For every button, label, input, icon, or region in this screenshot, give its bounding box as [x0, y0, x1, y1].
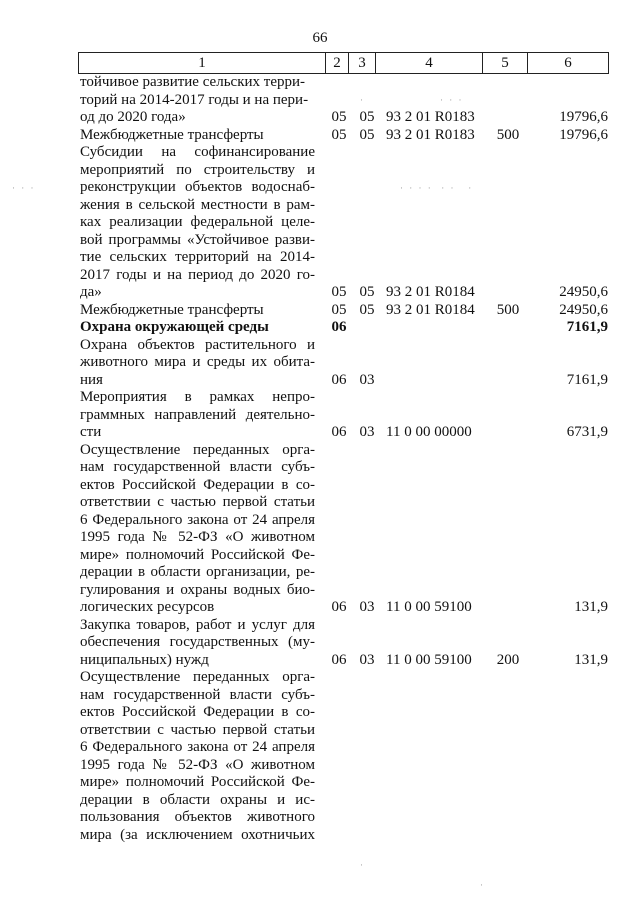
row-name: [80, 144, 315, 302]
row-name-line: мира (за исключением охотничьих: [80, 826, 315, 843]
row-name-line: пользования объектов животного: [80, 809, 315, 825]
row-name-line: 2017 годы и на период до 2020 го-: [80, 266, 315, 283]
header-col-6: 6: [528, 53, 609, 74]
cell-c5: 500: [496, 126, 520, 143]
cell-c6: 24950,6: [559, 284, 608, 300]
cell-c6: 131,9: [574, 651, 608, 668]
table-header: [78, 52, 609, 74]
row-name: [80, 302, 315, 320]
cell-c3: 05: [359, 126, 375, 143]
row-name-line: Осуществление переданных орга-: [80, 441, 315, 458]
row-name-line: од до 2020 года»: [80, 109, 186, 125]
row-name-line: Охрана окружающей среды: [80, 319, 269, 335]
row-name: [80, 74, 315, 127]
row-name-line: Межбюджетные трансферты: [80, 301, 264, 318]
row-name-line: граммных направлений деятельно-: [80, 406, 315, 423]
row-name-line: мероприятий по строительству и: [80, 161, 315, 178]
row-name-line: мире» полномочий Российской Фе-: [80, 546, 315, 563]
cell-c2: 06: [331, 319, 347, 335]
row-name-line: Мероприятия в рамках непро-: [80, 389, 315, 405]
row-name: [80, 127, 315, 145]
row-name-line: жения в сельской местности в рам-: [80, 196, 315, 213]
cell-c6: 7161,9: [566, 319, 608, 335]
header-col-4: 4: [376, 53, 483, 74]
row-name-line: нам государственной власти субъ-: [80, 459, 315, 475]
row-name: [80, 442, 315, 617]
row-name-line: 1995 года № 52-ФЗ «О животном: [80, 529, 315, 545]
row-name: [80, 319, 315, 337]
scan-speck: ·: [360, 95, 365, 105]
row-name: [80, 337, 315, 390]
row-name-line: 6 Федерального закона от 24 апреля: [80, 739, 315, 755]
cell-c2: 05: [331, 301, 347, 318]
row-name-line: тойчивое развитие сельских терри-: [80, 74, 305, 90]
header-col-3: 3: [349, 53, 376, 74]
row-name-line: логических ресурсов: [80, 599, 215, 615]
cell-c2: 06: [331, 599, 347, 615]
header-col-2: 2: [326, 53, 349, 74]
row-name-line: вой программы «Устойчивое разви-: [80, 231, 315, 248]
cell-c3: 03: [359, 424, 375, 440]
scan-speck: · · ·: [12, 183, 36, 193]
cell-c2: 05: [331, 109, 347, 125]
row-name-line: Охрана объектов растительного и: [80, 336, 315, 353]
cell-c3: 05: [359, 301, 375, 318]
row-name-line: мире» полномочий Российской Фе-: [80, 774, 315, 790]
cell-c2: 06: [331, 371, 347, 388]
row-name-line: животного мира и среды их обита-: [80, 354, 315, 370]
row-name: [80, 669, 315, 844]
cell-c3: 03: [359, 599, 375, 615]
cell-c6: 6731,9: [566, 424, 608, 440]
row-name-line: нам государственной власти субъ-: [80, 686, 315, 703]
cell-c5: 200: [496, 651, 520, 668]
cell-c6: 131,9: [574, 599, 608, 615]
row-name-line: ках реализации федеральной целе-: [80, 214, 315, 230]
row-name-line: Субсидии на софинансирование: [80, 144, 315, 160]
row-name: [80, 389, 315, 442]
cell-c5: 500: [496, 301, 520, 318]
cell-c4: 11 0 00 00000: [386, 424, 472, 440]
cell-c2: 06: [331, 651, 347, 668]
row-name-line: ния: [80, 371, 103, 388]
row-name-line: Осуществление переданных орга-: [80, 669, 315, 685]
row-name-line: сти: [80, 424, 102, 440]
cell-c6: 19796,6: [559, 109, 608, 125]
cell-c2: 06: [331, 424, 347, 440]
row-name-line: 6 Федерального закона от 24 апреля: [80, 511, 315, 528]
row-name-line: да»: [80, 284, 102, 300]
row-name-line: реконструкции объектов водоснаб-: [80, 179, 315, 195]
cell-c3: 05: [359, 284, 375, 300]
scan-speck: ·: [480, 880, 485, 890]
cell-c6: 24950,6: [559, 301, 608, 318]
cell-c4: 93 2 01 R0183: [386, 126, 475, 143]
cell-c3: 05: [359, 109, 375, 125]
page-number: 66: [312, 30, 328, 46]
row-name-line: Закупка товаров, работ и услуг для: [80, 616, 315, 633]
header-col-1: 1: [79, 53, 326, 74]
scan-speck: ·: [360, 860, 365, 870]
cell-c2: 05: [331, 126, 347, 143]
row-name-line: торий на 2014-2017 годы и на пери-: [80, 91, 309, 108]
cell-c4: 93 2 01 R0184: [386, 284, 475, 300]
cell-c4: 93 2 01 R0183: [386, 109, 475, 125]
row-name-line: ответствии с частью первой статьи: [80, 494, 315, 510]
row-name-line: дерации в области охраны и ис-: [80, 791, 315, 808]
cell-c4: 11 0 00 59100: [386, 599, 472, 615]
cell-c3: 03: [359, 371, 375, 388]
row-name: [80, 617, 315, 670]
cell-c6: 19796,6: [559, 126, 608, 143]
row-name-line: 1995 года № 52-ФЗ «О животном: [80, 756, 315, 773]
row-name-line: ответствии с частью первой статьи: [80, 721, 315, 738]
row-name-line: обеспечения государственных (му-: [80, 634, 315, 650]
cell-c6: 7161,9: [566, 371, 608, 388]
cell-c4: 11 0 00 59100: [386, 651, 472, 668]
cell-c2: 05: [331, 284, 347, 300]
row-name-line: гулирования и охраны водных био-: [80, 581, 315, 598]
row-name-line: Межбюджетные трансферты: [80, 126, 264, 143]
scan-speck: · · ·: [440, 95, 464, 105]
row-name-line: тие сельских территорий на 2014-: [80, 249, 315, 265]
scan-speck: · · · · · · ·: [400, 183, 474, 193]
row-name-line: дерации в области организации, ре-: [80, 564, 315, 580]
header-col-5: 5: [483, 53, 528, 74]
row-name-line: ектов Российской Федерации в со-: [80, 704, 315, 720]
row-name-line: ектов Российской Федерации в со-: [80, 476, 315, 493]
row-name-line: ниципальных) нужд: [80, 651, 209, 668]
cell-c3: 03: [359, 651, 375, 668]
cell-c4: 93 2 01 R0184: [386, 301, 475, 318]
